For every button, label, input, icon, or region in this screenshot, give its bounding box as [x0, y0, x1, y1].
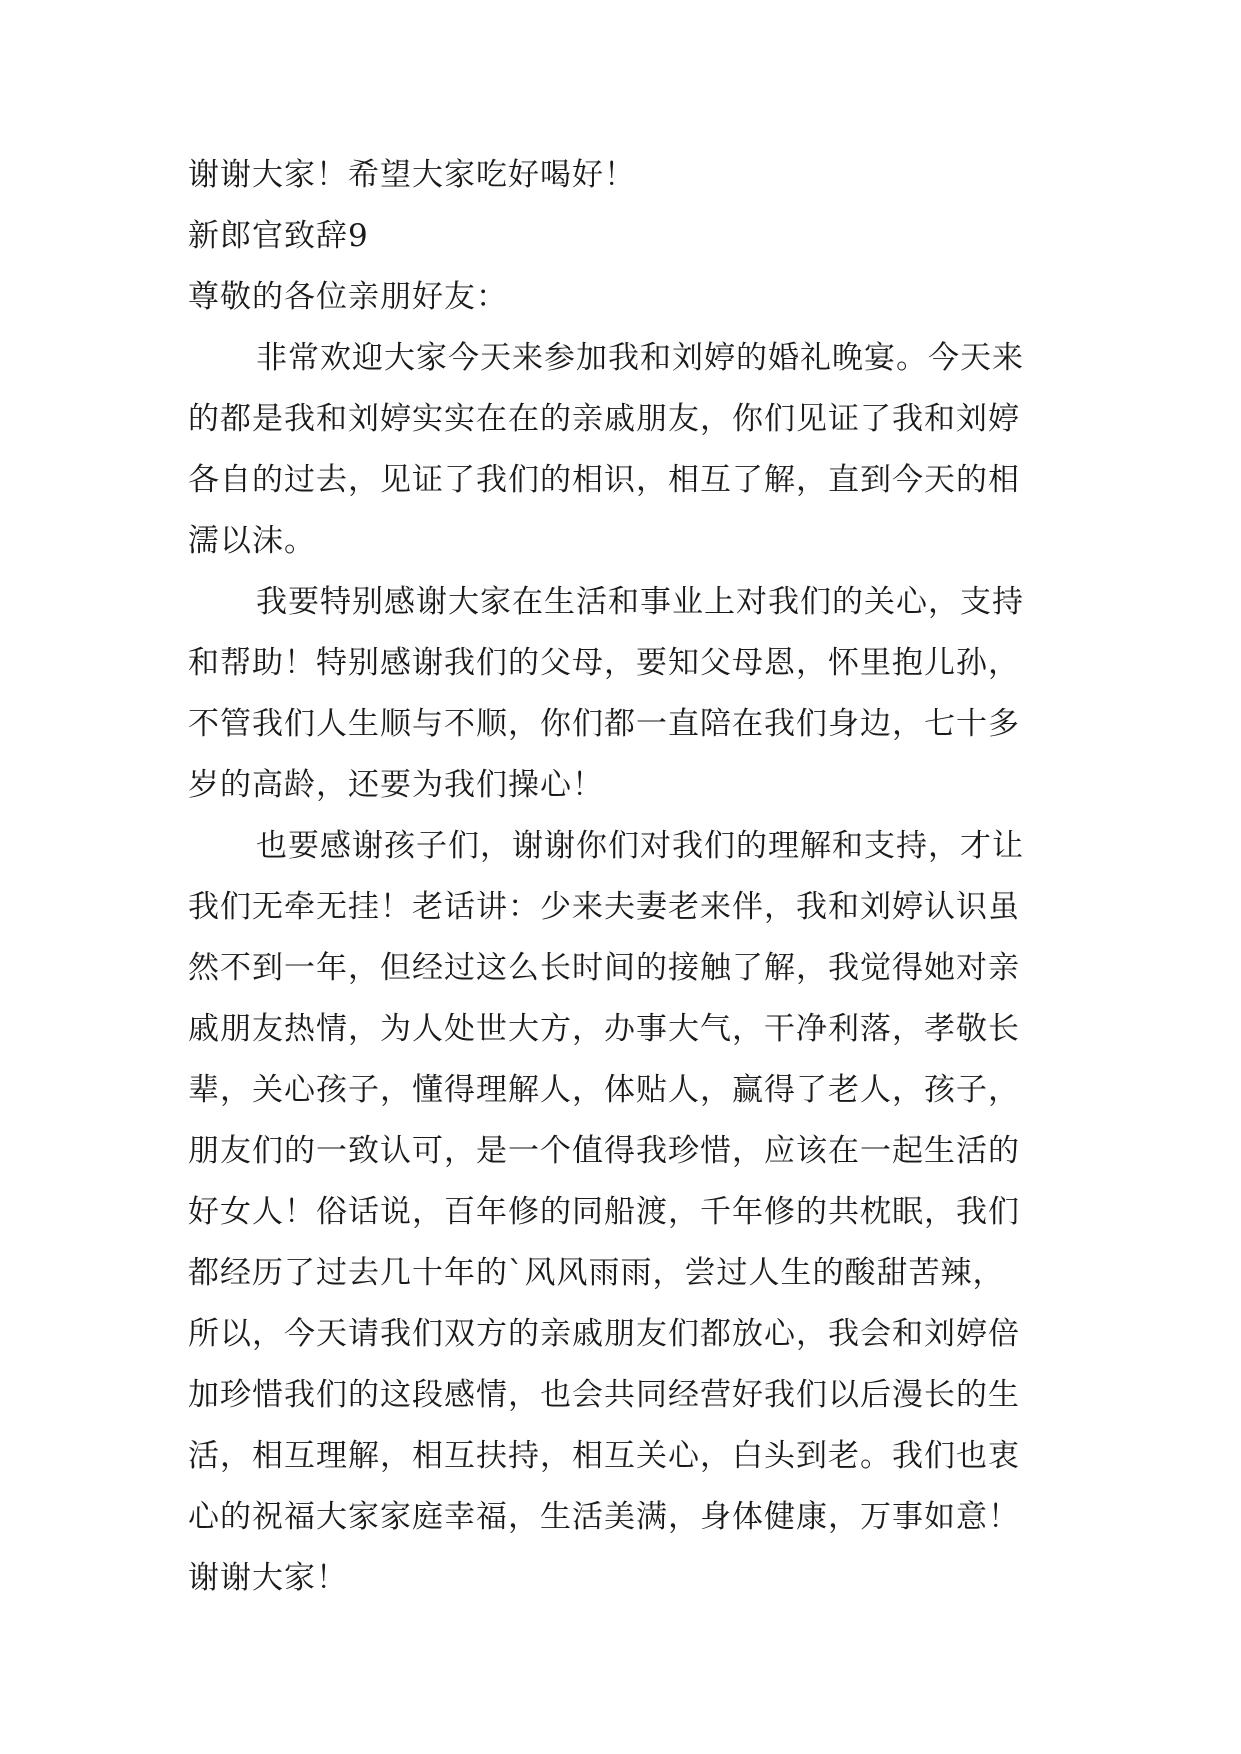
section-heading: 新郎官致辞9	[188, 218, 369, 254]
paragraph-line: 的都是我和刘婷实实在在的亲戚朋友，你们见证了我和刘婷	[188, 401, 1020, 437]
paragraph-1	[188, 338, 1048, 582]
paragraph-line: 辈，关心孩子，懂得理解人，体贴人，赢得了老人，孩子，	[188, 1072, 1020, 1108]
paragraph-2	[188, 582, 1048, 826]
paragraph-line: 各自的过去，见证了我们的相识，相互了解，直到今天的相	[188, 462, 1020, 498]
paragraph-line: 不管我们人生顺与不顺，你们都一直陪在我们身边，七十多	[188, 706, 1020, 742]
paragraph-line: 非常欢迎大家今天来参加我和刘婷的婚礼晚宴。今天来	[256, 340, 1024, 376]
paragraph-line: 心的祝福大家家庭幸福，生活美满，身体健康，万事如意！	[188, 1499, 1020, 1535]
paragraph-line: 加珍惜我们的这段感情，也会共同经营好我们以后漫长的生	[188, 1377, 1020, 1413]
paragraph-line: 和帮助！特别感谢我们的父母，要知父母恩，怀里抱儿孙，	[188, 645, 1020, 681]
paragraph-line: 也要感谢孩子们，谢谢你们对我们的理解和支持，才让	[256, 828, 1024, 864]
paragraph-line: 我们无牵无挂！老话讲：少来夫妻老来伴，我和刘婷认识虽	[188, 889, 1020, 925]
paragraph-line: 好女人！俗话说，百年修的同船渡，千年修的共枕眠，我们	[188, 1194, 1020, 1230]
document-body	[188, 155, 1048, 1598]
paragraph-line: 所以，今天请我们双方的亲戚朋友们都放心，我会和刘婷倍	[188, 1316, 1020, 1352]
paragraph-line: 谢谢大家！	[188, 1560, 348, 1596]
paragraph-line: 濡以沫。	[188, 523, 316, 559]
closing-line-previous: 谢谢大家！希望大家吃好喝好！	[188, 157, 636, 193]
paragraph-line: 岁的高龄，还要为我们操心！	[188, 767, 604, 803]
paragraph-line: 我要特别感谢大家在生活和事业上对我们的关心，支持	[256, 584, 1024, 620]
paragraph-line: 活，相互理解，相互扶持，相互关心，白头到老。我们也衷	[188, 1438, 1020, 1474]
paragraph-line: 朋友们的一致认可，是一个值得我珍惜，应该在一起生活的	[188, 1133, 1020, 1169]
salutation: 尊敬的各位亲朋好友：	[188, 279, 508, 315]
paragraph-line: 戚朋友热情，为人处世大方，办事大气，干净利落，孝敬长	[188, 1011, 1020, 1047]
paragraph-line: 都经历了过去几十年的`风风雨雨，尝过人生的酸甜苦辣，	[188, 1255, 1005, 1291]
paragraph-3	[188, 826, 1048, 1598]
paragraph-line: 然不到一年，但经过这么长时间的接触了解，我觉得她对亲	[188, 950, 1020, 986]
